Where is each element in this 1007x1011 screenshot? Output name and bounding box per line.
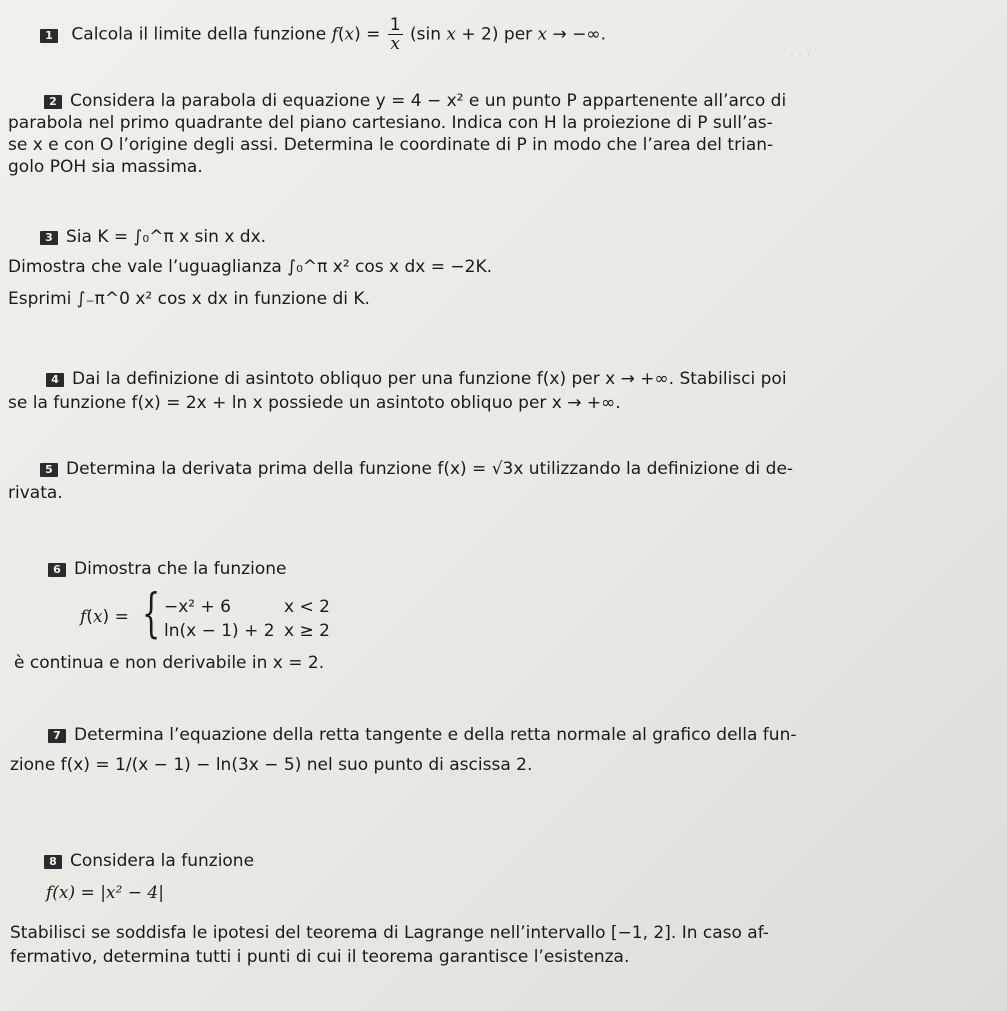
- case-1-condition: x < 2: [284, 597, 330, 617]
- exercise-line: zione f(x) = 1/(x − 1) − ln(3x − 5) nel suo punto di ascissa 2.: [10, 755, 533, 775]
- textbook-page: · · · 1 Calcola il limite della funzione f(x) = $\frac{1}{x}$ (sin x + 2) per x → −∞. 2 Considera la parabola di equazione y = 4 − x² e un punto P appartenente all’arco di parabola nel primo quadrante del piano cartesiano. Indica con H la proiezione di P sull’as- se x e con O l’origine degli assi. Determina le coordinate di P in modo che l’area del trian- golo POH sia massima. 3 Sia K = ∫₀^π x sin x dx. Dimostra che vale l’uguaglianza ∫₀^π x² cos x dx = −2K. Esprimi ∫₋π^0 x² cos x dx in funzione di K. 4 Dai la definizione di asintoto obliquo per una funzione f(x) per x → +∞. Stabilisci poi se la funzione f(x) = 2x + ln x possiede un asintoto obliquo per x → +∞. 5 Determina la derivata prima della funzione f(x) = √3x utilizzando la definizione di de- rivata. 6 Dimostra che la funzione f(x) = { −x² + 6 x < 2 ln(x − 1) + 2 x ≥ 2 è continua e non derivabile in x = 2. 7 Determina l’equazione della retta tangente e della retta normale al grafico della fun- zione f(x) = 1/(x − 1) − ln(3x − 5) nel suo punto di ascissa 2. 8 Considera la funzione f(x) = |x² − 4| Stabilisci se soddisfa le ipotesi del teorema di Lagrange nell’intervallo [−1, 2]. In caso af- fermativo, determina tutti i punti di cui il teorema garantisce l’esistenza.: [8, 15, 811, 967]
- exercise-line: golo POH sia massima.: [8, 157, 203, 177]
- exercise-conclusion: è continua e non derivabile in x = 2.: [14, 653, 325, 673]
- exercise-line: Considera la parabola di equazione y = 4 − x² e un punto P appartenente all’arco di: [70, 91, 787, 111]
- exercise-number-badge: 5: [40, 463, 58, 477]
- case-2-expression: ln(x − 1) + 2: [164, 621, 275, 641]
- exercise-line: se la funzione f(x) = 2x + ln x possiede un asintoto obliquo per x → +∞.: [8, 393, 621, 413]
- function-definition: f(x) = |x² − 4|: [46, 883, 164, 903]
- case-1-expression: −x² + 6: [164, 597, 231, 617]
- exercise-intro: Considera la funzione: [70, 851, 255, 871]
- exercise-line: Esprimi ∫₋π^0 x² cos x dx in funzione di K.: [8, 289, 370, 309]
- exercise-number-badge: 8: [44, 855, 62, 869]
- exercise-line: Determina la derivata prima della funzione f(x) = √3x utilizzando la definizione di de-: [66, 459, 794, 479]
- bleed-through-text: · · ·: [790, 48, 811, 63]
- exercise-line: fermativo, determina tutti i punti di cui il teorema garantisce l’esistenza.: [10, 947, 630, 967]
- exercise-number-badge: 6: [48, 563, 66, 577]
- piecewise-label: f(x) =: [80, 607, 129, 627]
- brace-icon: {: [142, 584, 161, 644]
- exercise-number-badge: 3: [40, 231, 58, 245]
- exercise-line: Stabilisci se soddisfa le ipotesi del teorema di Lagrange nell’intervallo [−1, 2]. In caso af-: [10, 923, 769, 943]
- exercise-line: rivata.: [8, 483, 63, 503]
- exercise-line: Determina l’equazione della retta tangente e della retta normale al grafico della fun-: [74, 725, 797, 745]
- case-2-condition: x ≥ 2: [284, 621, 330, 641]
- exercise-line: Dai la definizione di asintoto obliquo per una funzione f(x) per x → +∞. Stabilisci poi: [72, 369, 787, 389]
- exercise-line: Sia K = ∫₀^π x sin x dx.: [66, 227, 267, 247]
- exercise-number-badge: 2: [44, 95, 62, 109]
- exercise-line: parabola nel primo quadrante del piano cartesiano. Indica con H la proiezione di P sull’as-: [8, 113, 773, 133]
- exercise-number-badge: 7: [48, 729, 66, 743]
- exercise-intro: Dimostra che la funzione: [74, 559, 287, 579]
- exercise-line: Dimostra che vale l’uguaglianza ∫₀^π x² cos x dx = −2K.: [8, 257, 493, 277]
- exercise-number-badge: 4: [46, 373, 64, 387]
- exercise-line: se x e con O l’origine degli assi. Determina le coordinate di P in modo che l’area del trian-: [8, 135, 774, 155]
- exercise-number-badge: 1: [40, 29, 58, 43]
